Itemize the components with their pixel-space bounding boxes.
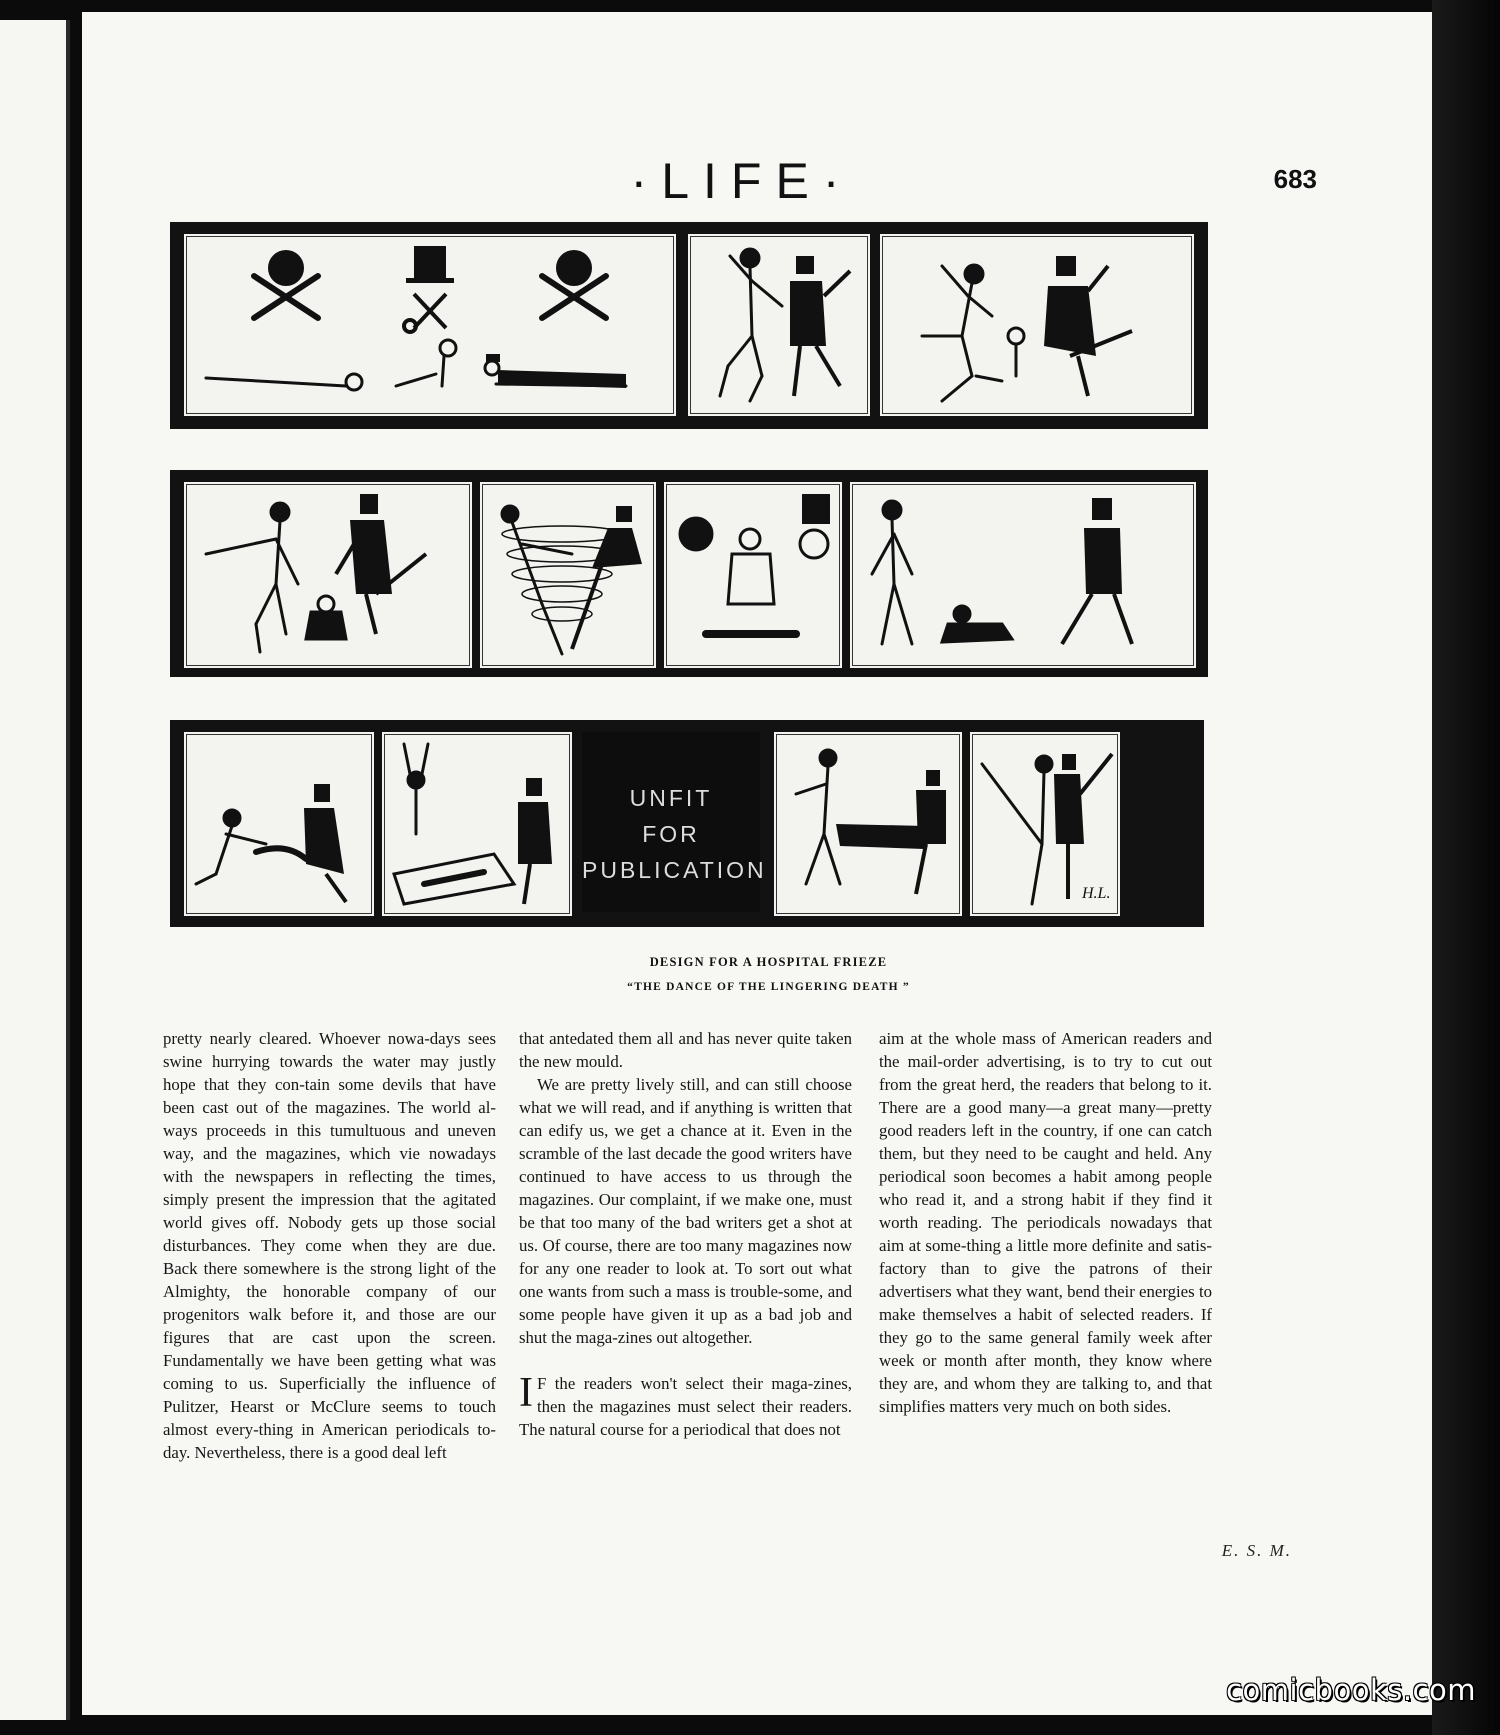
frieze-row-2 xyxy=(170,470,1208,677)
unfit-line-1: UNFIT xyxy=(629,785,713,811)
frieze-row-1 xyxy=(170,222,1208,429)
frieze-panel-struggle xyxy=(184,732,374,916)
facing-page-edge xyxy=(0,20,70,1720)
frieze-panel-stalk xyxy=(850,482,1196,668)
column-2-paragraph-1: that antedated them all and has never quite taken the new mould. xyxy=(519,1029,852,1071)
magazine-page xyxy=(82,12,1432,1715)
column-2-paragraph-3 xyxy=(519,1372,852,1441)
frieze-caption-subtitle: “THE DANCE OF THE LINGERING DEATH ” xyxy=(627,981,910,993)
page-number: 683 xyxy=(1273,164,1317,194)
column-2-paragraph-2: We are pretty lively still, and can still choose what we will read, and if anything is written that can edify us, we get a chance at it. Even in the scramble of the last decade the good writers have continued to have access to us through the magazines. Our complaint, if we make one, must be that too many of the bad writers get a shot at us. Of course, there are too many magazines now for any one reader to look at. To sort out what one wants from such a mass is trouble-some, and some people have given it up as a bad job and shut the maga-zines out altogether. xyxy=(519,1075,852,1347)
frieze-panel-operating-table xyxy=(382,732,572,916)
masthead: ·LIFE· xyxy=(630,153,854,209)
column-2-paragraph-3-text: F the readers won't select their maga-zines, then the magazines must select their readers. The natural course for a periodical that does not xyxy=(519,1374,852,1439)
watermark: comicbooks.com xyxy=(1226,1673,1476,1707)
frieze-caption-title: DESIGN FOR A HOSPITAL FRIEZE xyxy=(649,955,888,969)
frieze-panel-final-dance xyxy=(970,732,1120,916)
binding-shadow xyxy=(1432,0,1500,1735)
frieze-panel-whirl xyxy=(480,482,656,668)
column-3-text: aim at the whole mass of American readers and the mail-order advertising, is to try to cut out from the great herd, the readers that belong to it. There are a good many—a great many—pretty good readers left in the country, if one can catch them, but they need to be caught and held. Any periodical soon becomes a habit among people who read it, and a strong habit if they find it worth reading. The periodicals nowadays that aim at some-thing a little more definite and satis-factory than to give the patrons of their advertisers what they want, bend their energies to make themselves a habit of selected readers. If they go to the same general family week after week or month after month, they know where they are, and whom they are talking to, and that simplifies matters very much on both sides. xyxy=(879,1029,1212,1416)
frieze-panel-dance-1 xyxy=(688,234,870,416)
frieze-panel-chase xyxy=(184,482,472,668)
article-column-3 xyxy=(879,1027,1212,1418)
frieze-panel-stretcher xyxy=(774,732,962,916)
column-1-text: pretty nearly cleared. Whoever nowa-days sees swine hurrying towards the water may justly hope that they con-tain some devils that have been cast out of the magazines. The world al-ways proceeds in this tumultuous and uneven way, and the magazines, which vie nowadays with the newspapers in reflecting the times, simply present the impression that the agitated world gives off. Nobody gets up those social disturbances. They come when they are due. Back there somewhere is the strong light of the Almighty, the honorable company of our progenitors walk before it, and those are our figures that are cast upon the screen. Fundamentally we have been getting what was coming to us. Superficially the influence of Pulitzer, Hearst or McClure seems to touch almost every-thing in American periodicals to-day. Nevertheless, there is a good deal left xyxy=(163,1029,496,1462)
article-column-2 xyxy=(519,1027,852,1441)
frieze-row-3 xyxy=(170,720,1204,927)
article-column-1 xyxy=(163,1027,496,1464)
artist-signature: H.L. xyxy=(1082,885,1111,902)
unfit-for-publication-panel xyxy=(582,732,767,912)
frieze-panel-fright xyxy=(664,482,842,668)
unfit-line-2: FOR xyxy=(642,821,700,847)
author-signature: E. S. M. xyxy=(1221,1541,1292,1560)
unfit-line-3: PUBLICATION xyxy=(582,857,767,883)
drop-cap: I xyxy=(519,1370,533,1416)
frieze-panel-dance-2 xyxy=(880,234,1194,416)
frieze-panel-skulls xyxy=(184,234,676,416)
